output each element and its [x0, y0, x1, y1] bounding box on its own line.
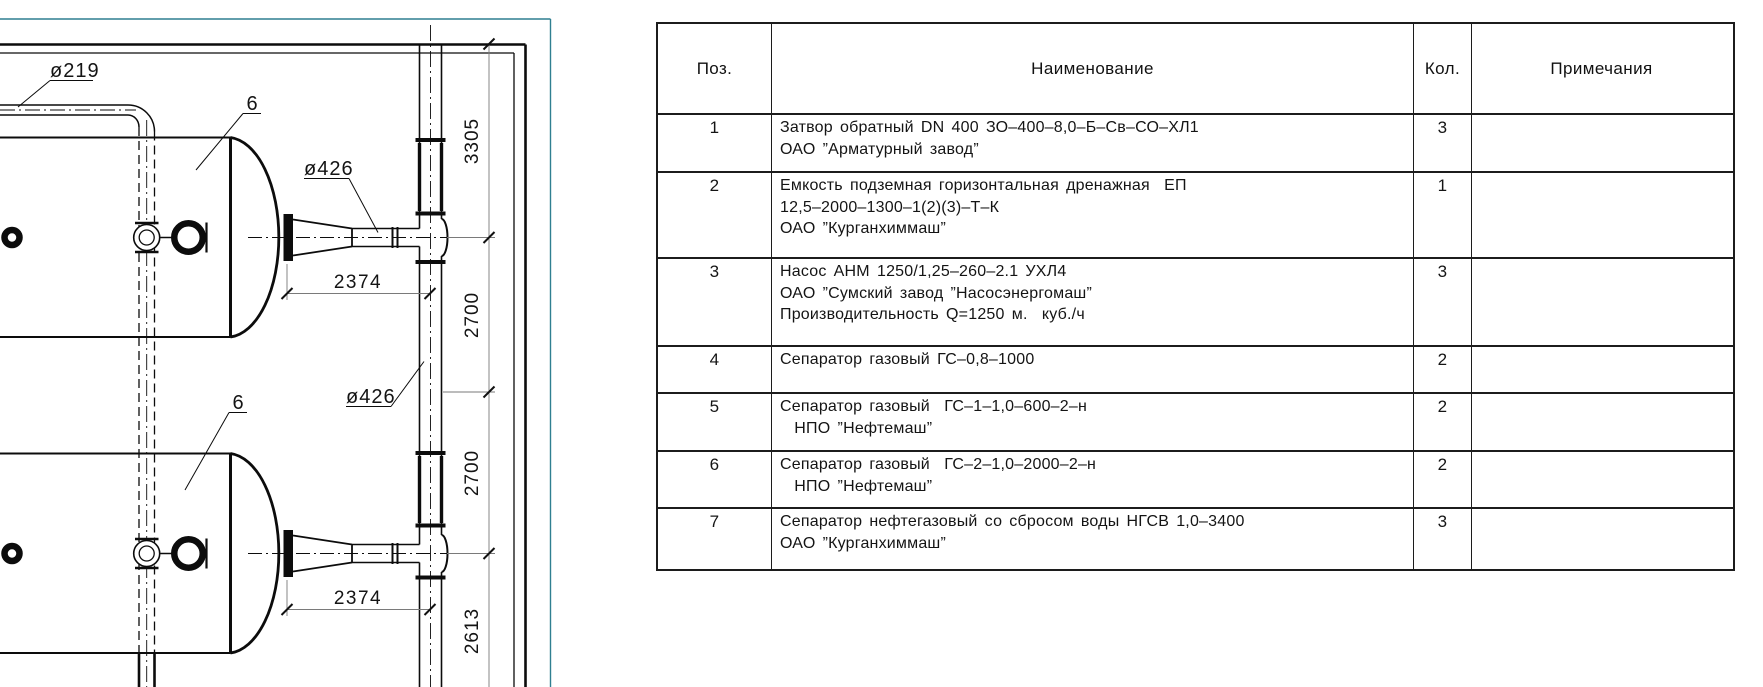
- vessel-1: [0, 138, 449, 338]
- specification-table: [656, 22, 1735, 571]
- table-row: [658, 509, 1733, 569]
- row-note: [1472, 347, 1731, 392]
- row-name: Насос АНМ 1250/1,25–260–2.1 УХЛ4 ОАО ”Сумский завод ”Насосэнергомаш” Производительность Q=1250 м. куб./ч: [772, 259, 1414, 345]
- row-name: Сепаратор газовый ГС–1–1,0–600–2–н НПО ”Нефтемаш”: [772, 394, 1414, 450]
- header-pos: Поз.: [658, 24, 772, 113]
- label-vessel2-tag: [185, 392, 247, 490]
- table-row: [658, 173, 1733, 259]
- row-pos: 1: [709, 118, 720, 137]
- row-qty: 3: [1437, 118, 1448, 137]
- row-qty: 2: [1437, 455, 1448, 474]
- row-note: [1472, 452, 1731, 507]
- row-note: [1472, 173, 1731, 257]
- nozzle-ring-small: [5, 546, 20, 561]
- row-qty: 2: [1437, 397, 1448, 416]
- label-vessel1-tag: [196, 93, 261, 170]
- row-name: Емкость подземная горизонтальная дренажная ЕП 12,5–2000–1300–1(2)(3)–Т–К ОАО ”Курганхиммаш”: [772, 173, 1414, 257]
- plan-drawing: [0, 0, 560, 687]
- dim-2374-v2: 2374: [333, 588, 383, 609]
- drain-valve: [134, 225, 160, 251]
- header-notes: Примечания: [1550, 58, 1653, 78]
- dim-2700-lower: 2700: [462, 449, 483, 497]
- dimension-2374-vessel1: [282, 264, 436, 300]
- table-row: [658, 452, 1733, 509]
- row-name: Сепаратор газовый ГС–2–1,0–2000–2–н НПО ”Нефтемаш”: [772, 452, 1414, 507]
- table-header-row: [658, 24, 1733, 115]
- table-row: [658, 115, 1733, 173]
- table-row: [658, 347, 1733, 394]
- dim-2613: 2613: [462, 607, 483, 655]
- pipe-219: [0, 105, 155, 132]
- row-pos: 7: [709, 512, 720, 531]
- manhole-ring: [174, 223, 203, 252]
- label-nozzle1-dia: [304, 158, 378, 233]
- dimension-chain-vertical: [443, 39, 495, 687]
- header-name: Наименование: [772, 24, 1414, 113]
- dim-2374-v1: 2374: [333, 272, 383, 293]
- dim-2700-upper: 2700: [462, 291, 483, 339]
- dim-3305: 3305: [462, 117, 483, 165]
- dimension-2374-vessel2: [282, 580, 436, 616]
- row-qty: 2: [1437, 350, 1448, 369]
- vessel-2: [0, 454, 449, 654]
- table-row: [658, 259, 1733, 347]
- manhole-ring: [174, 539, 203, 568]
- nozzle-ring-small: [5, 230, 20, 245]
- building-wall: [0, 45, 526, 687]
- row-note: [1472, 115, 1731, 171]
- row-pos: 3: [709, 262, 720, 281]
- label-riser-dia: [346, 362, 424, 409]
- row-name: Сепаратор газовый ГС–0,8–1000: [772, 347, 1414, 392]
- svg-text:ø426: ø426: [304, 158, 354, 180]
- row-note: [1472, 394, 1731, 450]
- riser-pipe: [416, 25, 448, 687]
- row-name: Затвор обратный DN 400 ЗО–400–8,0–Б–Св–СО–ХЛ1 ОАО ”Арматурный завод”: [772, 115, 1414, 171]
- row-pos: 4: [709, 350, 720, 369]
- row-qty: 3: [1437, 512, 1448, 531]
- svg-text:ø426: ø426: [346, 386, 396, 408]
- row-pos: 6: [709, 455, 720, 474]
- svg-text:6: 6: [246, 93, 258, 115]
- row-pos: 5: [709, 397, 720, 416]
- drain-pipe: [139, 120, 155, 687]
- header-qty: Кол.: [1414, 24, 1472, 113]
- row-qty: 1: [1437, 176, 1448, 195]
- row-note: [1472, 509, 1731, 569]
- svg-text:6: 6: [232, 392, 244, 414]
- svg-text:ø219: ø219: [50, 60, 100, 82]
- row-qty: 3: [1437, 262, 1448, 281]
- row-note: [1472, 259, 1731, 345]
- table-row: [658, 394, 1733, 452]
- row-name: Сепаратор нефтегазовый со сбросом воды НГСВ 1,0–3400 ОАО ”Курганхиммаш”: [772, 509, 1414, 569]
- nozzle-flange: [284, 530, 294, 577]
- row-pos: 2: [709, 176, 720, 195]
- label-pipe-219: [18, 60, 100, 107]
- drain-valve: [134, 541, 160, 567]
- nozzle-flange: [284, 214, 294, 261]
